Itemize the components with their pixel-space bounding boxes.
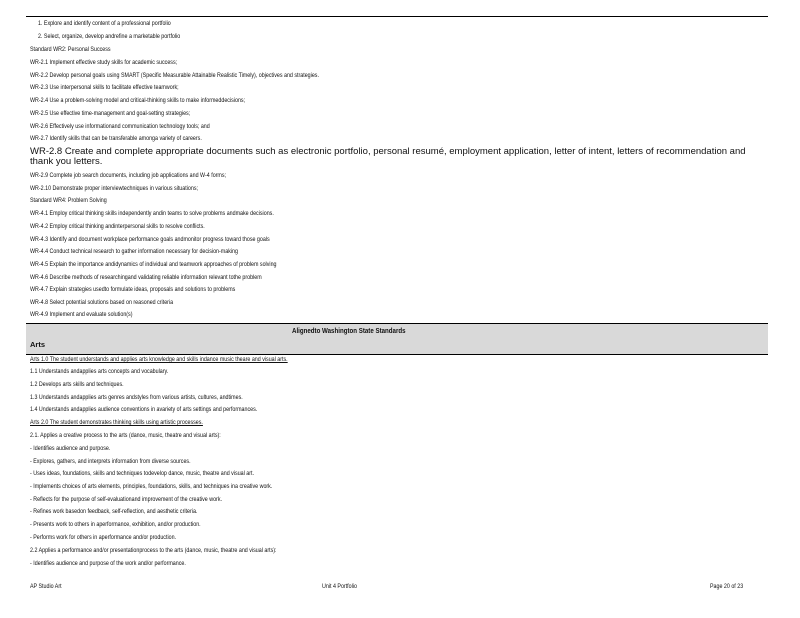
wr-4-2: WR-4.2 Employ critical thinking andinterpersonal skills to resolve conflicts.: [30, 223, 205, 230]
footer-course: AP Studio Art: [30, 583, 62, 590]
arts-2-1-bullet-3: - Uses ideas, foundations, skills and techniques todevelop dance, music, theatre and visual art.: [30, 470, 254, 477]
wr-4-5: WR-4.5 Explain the importance andidynamics of individual and teamwork approaches of problem solving: [30, 261, 277, 268]
standard-wr2: Standard WR2: Personal Success: [30, 46, 111, 53]
arts-2-1-bullet-7: - Presents work to others in aperformance, exhibition, and/or production.: [30, 521, 201, 528]
arts-1-1: 1.1 Understands andapplies arts concepts and vocabulary.: [30, 368, 169, 375]
wr-4-9: WR-4.9 Implement and evaluate solution(s): [30, 311, 133, 318]
arts-2-1-bullet-5: - Reflects for the purpose of self-evaluationand improvement of the creative work.: [30, 496, 222, 503]
arts-2-heading: Arts 2.0 The student demonstrates thinking skills using artistic processes.: [30, 419, 203, 426]
arts-2-1: 2.1. Applies a creative process to the arts (dance, music, theatre and visual arts):: [30, 432, 221, 439]
wr-4-8: WR-4.8 Select potential solutions based on reasoned criteria: [30, 299, 174, 306]
arts-1-heading: Arts 1.0 The student understands and applies arts knowledge and skills indance music theare and visual arts.: [30, 356, 288, 363]
wr-2-3: WR-2.3 Use interpersonal skills to facilitate effective teamwork;: [30, 84, 179, 91]
wr-2-9: WR-2.9 Complete job search documents, including job applications and W-4 forms;: [30, 172, 227, 179]
aligned-standards-heading: Alignedto Washington State Standards: [292, 326, 406, 335]
wr-2-7: WR-2.7 Identify skills that can be transferable amonga variety of careers.: [30, 135, 202, 142]
wr-4-6: WR-4.6 Describe methods of researchingand validating reliable information relevant tothe problem: [30, 274, 262, 281]
wr-2-4: WR-2.4 Use a problem-solving model and critical-thinking skills to make informeddecisions;: [30, 97, 246, 104]
footer-unit: Unit 4 Portfolio: [322, 583, 357, 590]
arts-2-1-bullet-6: - Refines work basedon feedback, self-reflection, and aesthetic criteria.: [30, 508, 198, 515]
wr-2-5: WR-2.5 Use effective time-management and goal-setting strategies;: [30, 110, 191, 117]
arts-2-1-bullet-4: - Implements choices of arts elements, principles, foundations, skills, and techniques ina creative work.: [30, 483, 273, 490]
arts-1-3: 1.3 Understands andapplies arts genres andstyles from various artists, cultures, andtimes.: [30, 394, 243, 401]
wr-4-7: WR-4.7 Explain strategies usedto formulate ideas, proposals and solutions to problems: [30, 286, 236, 293]
wr-4-4: WR-4.4 Conduct technical research to gather information necessary for decision-making: [30, 248, 238, 255]
arts-2-1-bullet-8: - Performs work for others in aperformance and/or production.: [30, 534, 177, 541]
footer-page-number: Page 20 of 23: [710, 583, 744, 590]
standard-wr4: Standard WR4: Problem Solving: [30, 197, 107, 204]
arts-1-2: 1.2 Develops arts skills and techniques.: [30, 381, 124, 388]
arts-1-4: 1.4 Understands andapplies audience conventions in avariety of arts settings and performances.: [30, 406, 258, 413]
intro-item-1: 1. Explore and identify content of a professional portfolio: [38, 20, 171, 27]
wr-2-10: WR-2.10 Demonstrate proper interviewtechniques in various situations;: [30, 185, 198, 192]
intro-item-2: 2. Select, organize, develop andrefine a marketable portfolio: [38, 33, 181, 40]
arts-2-2-bullet-1: - Identifies audience and purpose of the work and/or performance.: [30, 560, 186, 567]
arts-heading: Arts: [30, 340, 46, 349]
wr-2-1: WR-2.1 Implement effective study skills for academic success;: [30, 59, 178, 66]
arts-2-2: 2.2 Applies a performance and/or presentationprocess to the arts (dance, music, theatre and visual arts):: [30, 547, 277, 554]
arts-2-1-bullet-1: - Identifies audience and purpose.: [30, 445, 111, 452]
wr-4-3: WR-4.3 Identify and document workplace performance goals andmonitor progress toward those goals: [30, 236, 270, 243]
wr-2-2: WR-2.2 Develop personal goals using SMART (Specific Measurable Attainable Realistic Timely), objectives and strategies.: [30, 72, 319, 79]
wr-2-6: WR-2.6 Effectively use informationand communication technology tools; and: [30, 123, 210, 130]
wr-2-8: WR-2.8 Create and complete appropriate documents such as electronic portfolio, personal resumé, employment application, letter of intent, letters of recommendation and thank you letters.: [30, 146, 746, 167]
wr-4-1: WR-4.1 Employ critical thinking skills independently andin teams to solve problems andmake decisions.: [30, 210, 274, 217]
arts-2-1-bullet-2: - Explores, gathers, and interprets information from diverse sources.: [30, 458, 191, 465]
top-rule: [26, 16, 768, 17]
